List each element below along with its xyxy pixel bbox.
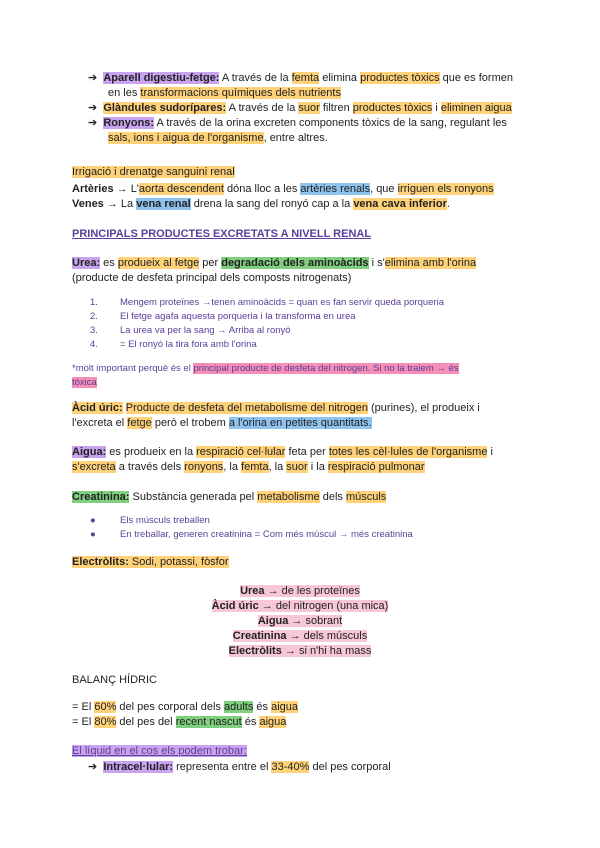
- uric-acid-line: Àcid úric: Producte de desfeta del metabolisme del nitrogen (purines), el produeix i: [72, 402, 480, 414]
- arrow-right-icon: ➔: [88, 72, 98, 84]
- item-kidneys: ➔ Ronyons: A través de la orina excreten components tòxics de la sang, regulant les: [88, 117, 507, 129]
- creatinine-line: Creatinina: Substància generada pel metabolisme dels músculs: [72, 491, 387, 503]
- section-title-irrigation: Irrigació i drenatge sanguini renal: [72, 166, 235, 178]
- creatinine-list-item: ● En treballar, generen creatinina = Com més múscul → més creatinina: [90, 529, 413, 540]
- urea-line: Urea: es produeix al fetge per degradació dels aminoàcids i s'elimina amb l'orina: [72, 257, 477, 269]
- water-balance-adults: = El 60% del pes corporal dels adults és aigua: [72, 701, 298, 713]
- water-balance-newborn: = El 80% del pes del recent nascut és aigua: [72, 716, 287, 728]
- urea-list-item: 4. = El ronyó la tira fora amb l'orina: [90, 339, 257, 350]
- electrolytes-line: Electròlits: Sodi, potassi, fòsfor: [72, 556, 229, 568]
- arrow-right-icon: ➔: [88, 117, 98, 129]
- urea-list-item: 2. El fetge agafa aquesta porqueria i la transforma en urea: [90, 311, 356, 322]
- section-heading: PRINCIPALS PRODUCTES EXCRETATS A NIVELL RENAL: [72, 228, 372, 240]
- summary-line: Aigua → sobrant: [257, 615, 343, 627]
- summary-line: Àcid úric → del nitrogen (una mica): [211, 600, 389, 612]
- urea-important-note-cont: tòxica: [72, 377, 97, 388]
- bullet-icon: ●: [90, 529, 96, 540]
- arrow-right-icon: ➔: [88, 102, 98, 114]
- summary-line: Urea → de les proteïnes: [240, 585, 360, 597]
- section-title-water-balance: BALANÇ HÍDRIC: [72, 674, 157, 686]
- arteries-line: Artèries → L'aorta descendent dóna lloc a les artèries renals, que irriguen els ronyons: [72, 183, 494, 195]
- bullet-icon: ●: [90, 515, 96, 526]
- urea-list-item: 1. Mengem proteïnes →tenen aminoàcids = quan es fan servir queda porqueria: [90, 297, 444, 308]
- urea-important-note: *molt important perquè és el principal producte de desfeta del nitrogen. Si no la traiem → és: [72, 363, 459, 374]
- uric-acid-line-cont: l'excreta el fetge però el trobem a l'orina en petites quantitats.: [72, 417, 372, 429]
- urea-list-item: 3. La urea va per la sang → Arriba al ronyó: [90, 325, 291, 336]
- arrow-right-icon: ➔: [88, 761, 98, 773]
- item-sweat-glands: ➔ Glàndules sudorípares: A través de la suor filtren productes tòxics i eliminen aigua: [88, 102, 512, 114]
- intracellular-line: ➔ Intracel·lular: representa entre el 33-40% del pes corporal: [88, 761, 391, 773]
- water-line-cont: s'excreta a través dels ronyons, la femta, la suor i la respiració pulmonar: [72, 461, 425, 473]
- fluid-locations-title: El líquid en el cos els podem trobar:: [72, 745, 247, 757]
- creatinine-list-item: ● Els músculs treballen: [90, 515, 210, 526]
- summary-line: Electròlits → si n'hi ha mass: [228, 645, 372, 657]
- item-kidneys-cont: sals, ions i aigua de l'organisme, entre altres.: [108, 132, 328, 144]
- item-digestive-cont: en les transformacions químiques dels nutrients: [108, 87, 341, 99]
- urea-note: (producte de desfeta principal dels composts nitrogenats): [72, 272, 352, 284]
- summary-line: Creatinina → dels músculs: [232, 630, 368, 642]
- veins-line: Venes → La vena renal drena la sang del ronyó cap a la vena cava inferior.: [72, 198, 450, 210]
- item-digestive: ➔ Aparell digestiu-fetge: A través de la femta elimina productes tòxics que es formen: [88, 72, 513, 84]
- water-line: Aigua: es produeix en la respiració cel·lular feta per totes les cèl·lules de l'organisme i: [72, 446, 493, 458]
